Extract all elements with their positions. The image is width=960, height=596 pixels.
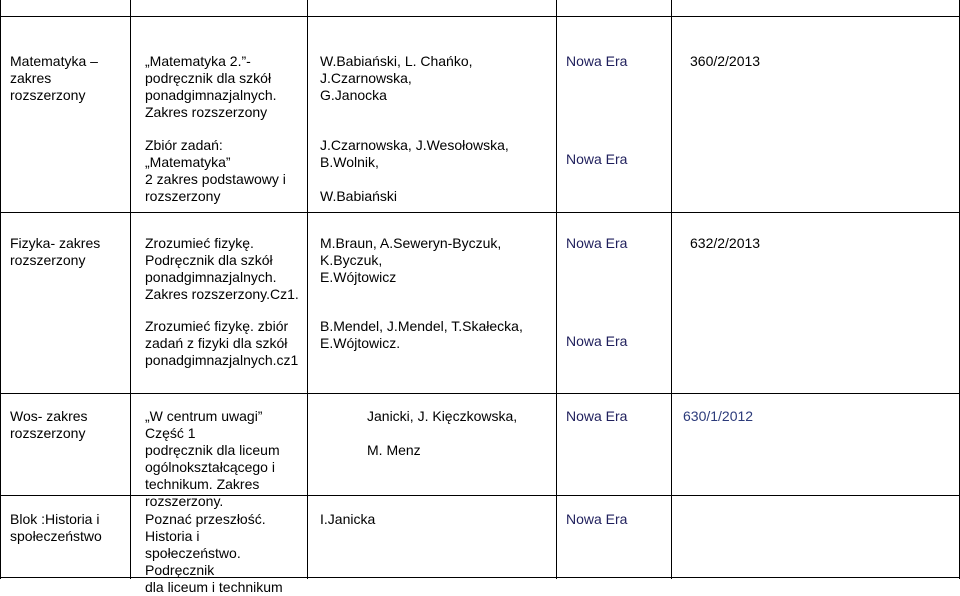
book-title: Zrozumieć fizykę. Podręcznik dla szkół ponadgimnazjalnych. Zakres rozszerzony.Cz1. (145, 235, 299, 302)
book-authors: M.Braun, A.Seweryn-Byczuk, K.Byczuk, E.Wójtowicz (320, 235, 502, 285)
subject-cell: Matematyka – zakres rozszerzony (10, 53, 98, 103)
column-border (671, 0, 672, 579)
publisher: Nowa Era (566, 235, 628, 251)
book-authors: J.Czarnowska, J.Wesołowska, B.Wolnik, W.Babiański (320, 137, 509, 204)
approval-number: 630/1/2012 (683, 408, 754, 424)
column-border (556, 0, 557, 579)
row-border (0, 16, 960, 17)
row-border (0, 212, 960, 213)
book-authors: B.Mendel, J.Mendel, T.Skałecka, E.Wójtowicz. (320, 318, 523, 351)
subject-cell: Wos- zakres rozszerzony (10, 408, 88, 441)
book-title: Zrozumieć fizykę. zbiór zadań z fizyki dla szkół ponadgimnazjalnych.cz1 (145, 318, 299, 368)
column-border (0, 0, 1, 579)
publisher: Nowa Era (566, 333, 628, 349)
book-title: Zbiór zadań: „Matematyka” 2 zakres podstawowy i rozszerzony (145, 137, 286, 204)
row-border (0, 393, 960, 394)
book-authors: Janicki, J. Kięczkowska, M. Menz (367, 408, 518, 458)
book-title: Poznać przeszłość. Historia i społeczeństwo. Podręcznik dla liceum i technikum (145, 511, 283, 595)
approval-number: 632/2/2013 (690, 235, 761, 251)
publisher: Nowa Era (566, 408, 628, 424)
subject-cell: Blok :Historia i społeczeństwo (10, 511, 102, 544)
column-border (307, 0, 308, 579)
approval-number: 360/2/2013 (690, 53, 761, 69)
book-authors: W.Babiański, L. Chańko, J.Czarnowska, G.Janocka (320, 53, 473, 103)
publisher: Nowa Era (566, 53, 628, 69)
book-authors: I.Janicka (320, 511, 376, 527)
publisher: Nowa Era (566, 511, 628, 527)
subject-cell: Fizyka- zakres rozszerzony (10, 235, 101, 268)
book-title: „W centrum uwagi” Część 1 podręcznik dla liceum ogólnokształcącego i technikum. Zakres rozszerzony. (145, 408, 280, 509)
column-border (130, 0, 131, 579)
row-border (0, 495, 960, 496)
book-title: „Matematyka 2.”- podręcznik dla szkół ponadgimnazjalnych. Zakres rozszerzony (145, 53, 277, 120)
row-border (0, 577, 960, 578)
publisher: Nowa Era (566, 151, 628, 167)
